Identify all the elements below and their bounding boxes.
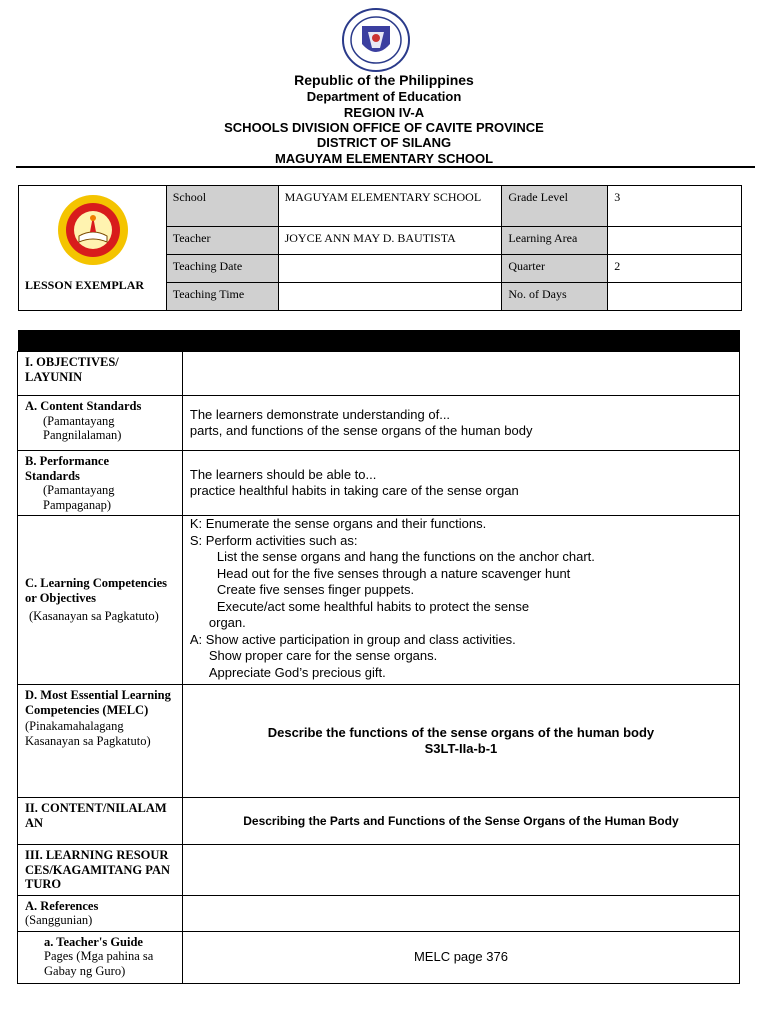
quarter-label: Quarter <box>502 255 608 283</box>
melc-line-2: S3LT-IIa-b-1 <box>424 741 498 756</box>
melc-label: D. Most Essential Learning Competencies (MELC) <box>25 688 171 717</box>
melc-sub: (Pinakamahalagang Kasanayan sa Pagkatuto) <box>25 719 151 748</box>
performance-standards-line-1: The learners should be able to... <box>189 466 377 482</box>
competency-line-7: organ. <box>208 615 246 630</box>
header-line-6: MAGUYAM ELEMENTARY SCHOOL <box>274 151 494 166</box>
learning-competencies-sub: (Kasanayan sa Pagkatuto) <box>29 609 159 624</box>
row-learning-competencies <box>18 516 740 685</box>
lesson-info-table <box>18 185 742 311</box>
objectives-value <box>182 352 739 396</box>
references-value <box>182 895 739 931</box>
learning-area-value <box>608 227 742 255</box>
no-of-days-value <box>608 283 742 311</box>
melc-line-1: Describe the functions of the sense organs of the human body <box>267 724 655 740</box>
row-content-standards <box>18 396 740 451</box>
header-line-2: Department of Education <box>306 89 462 104</box>
teaching-time-value <box>278 283 502 311</box>
content-label: II. CONTENT/NILALAMAN <box>25 801 167 830</box>
quarter-value: 2 <box>608 255 742 283</box>
header-line-5: DISTRICT OF SILANG <box>316 135 452 150</box>
lesson-exemplar-cell <box>19 186 167 311</box>
competency-line-5: Create five senses finger puppets. <box>216 582 415 597</box>
row-melc <box>18 685 740 798</box>
learning-competencies-label: C. Learning Competencies or Objectives <box>25 576 167 605</box>
row-references <box>18 895 740 931</box>
performance-standards-label-2: Standards <box>25 468 80 483</box>
no-of-days-label: No. of Days <box>502 283 608 311</box>
lesson-exemplar-title: LESSON EXEMPLAR <box>25 278 145 292</box>
content-value: Describing the Parts and Functions of the Sense Organs of the Human Body <box>182 798 739 845</box>
learning-resources-label: III. LEARNING RESOURCES/KAGAMITANG PANTURO <box>25 848 171 891</box>
teaching-date-value <box>278 255 502 283</box>
teachers-guide-value: MELC page 376 <box>182 931 739 983</box>
row-content <box>18 798 740 845</box>
competency-line-10: Appreciate God’s precious gift. <box>208 664 386 680</box>
header-line-3: REGION IV-A <box>343 105 425 120</box>
school-label: School <box>166 186 278 227</box>
teaching-time-label: Teaching Time <box>166 283 278 311</box>
competency-line-2: S: Perform activities such as: <box>189 532 358 548</box>
learning-area-label: Learning Area <box>502 227 608 255</box>
content-standards-line-2: parts, and functions of the sense organs of the human body <box>189 423 533 438</box>
content-standards-line-1: The learners demonstrate understanding of... <box>189 406 451 422</box>
deped-seal <box>340 8 412 72</box>
row-teachers-guide <box>18 931 740 983</box>
teacher-value: JOYCE ANN MAY D. BAUTISTA <box>278 227 502 255</box>
teachers-guide-sub: Pages (Mga pahina sa Gabay ng Guro) <box>44 949 154 978</box>
competency-line-4: Head out for the five senses through a nature scavenger hunt <box>216 565 571 581</box>
performance-standards-label-1: B. Performance <box>25 454 109 468</box>
header-line-4: SCHOOLS DIVISION OFFICE OF CAVITE PROVINCE <box>224 120 544 135</box>
row-learning-resources <box>18 845 740 896</box>
learning-resources-value <box>182 845 739 896</box>
content-standards-label: A. Content Standards <box>25 399 142 413</box>
row-objectives <box>18 352 740 396</box>
competency-line-6: Execute/act some healthful habits to protect the sense <box>216 598 530 614</box>
competency-line-3: List the sense organs and hang the functions on the anchor chart. <box>216 549 595 564</box>
grade-level-value: 3 <box>608 186 742 227</box>
performance-standards-line-2: practice healthful habits in taking care of the sense organ <box>189 483 519 498</box>
row-performance-standards <box>18 451 740 516</box>
teachers-guide-label: a. Teacher's Guide <box>44 934 143 949</box>
references-label: A. References <box>25 898 99 913</box>
competency-line-1: K: Enumerate the sense organs and their functions. <box>189 516 487 531</box>
objectives-label: I. OBJECTIVES/ LAYUNIN <box>25 355 119 384</box>
division-seal <box>57 192 129 268</box>
competency-line-9: Show proper care for the sense organs. <box>208 648 438 663</box>
competency-line-8: A: Show active participation in group and class activities. <box>189 631 516 647</box>
references-sub: (Sanggunian) <box>25 913 93 927</box>
school-value: MAGUYAM ELEMENTARY SCHOOL <box>278 186 502 227</box>
header-line-1: Republic of the Philippines <box>294 72 474 88</box>
content-standards-sub: (Pamantayang Pangnilalaman) <box>43 413 122 442</box>
teaching-date-label: Teaching Date <box>166 255 278 283</box>
performance-standards-sub: (Pamantayang Pampaganap) <box>43 483 115 512</box>
header-divider <box>16 166 755 168</box>
lesson-plan-table <box>17 351 740 984</box>
section-black-bar <box>18 330 740 351</box>
grade-level-label: Grade Level <box>502 186 608 227</box>
teacher-label: Teacher <box>166 227 278 255</box>
